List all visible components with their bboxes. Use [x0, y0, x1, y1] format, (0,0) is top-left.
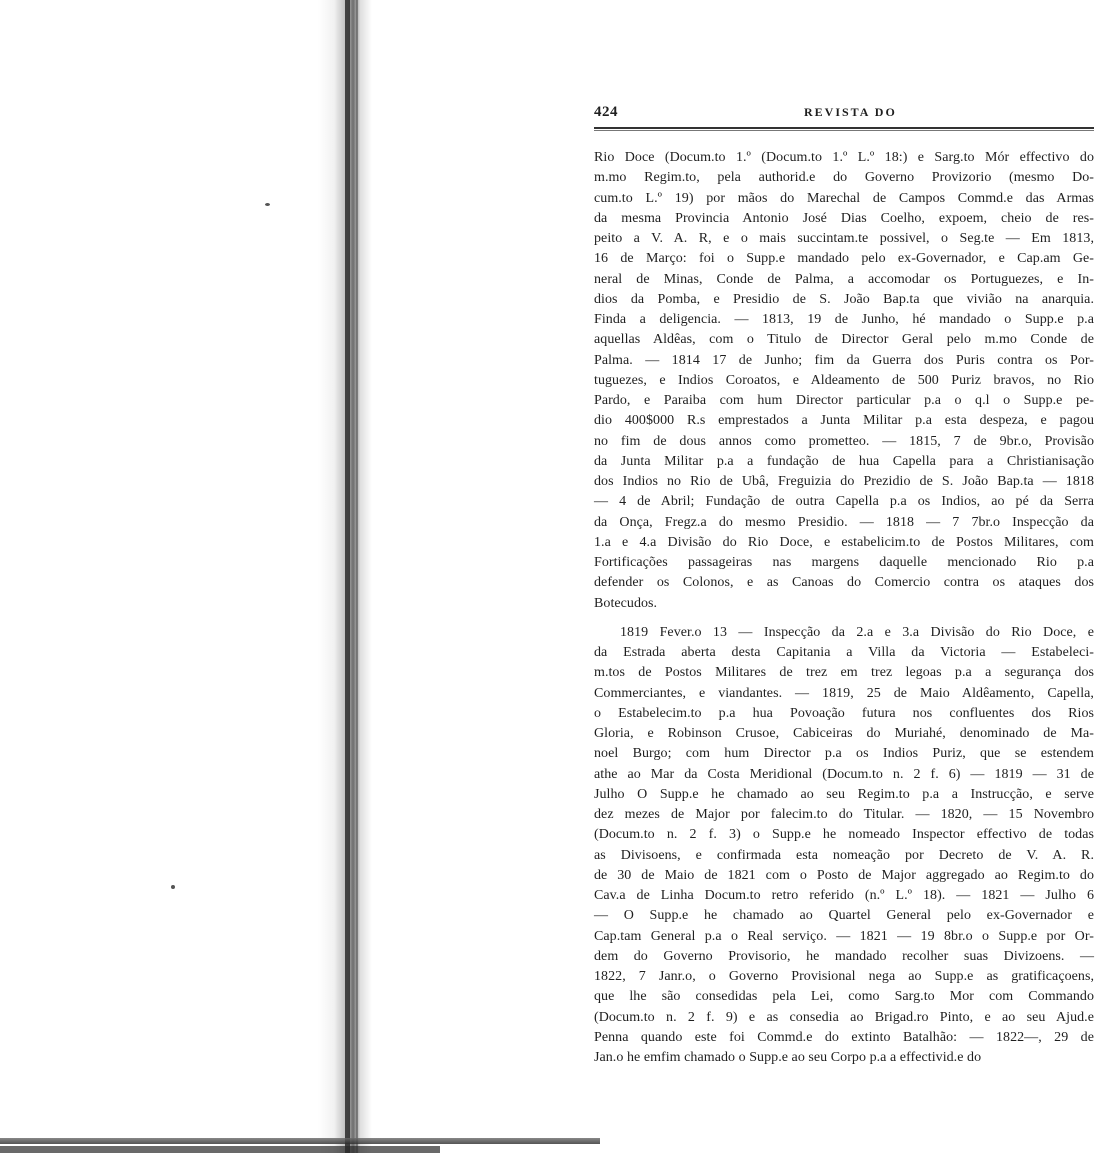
text-line: dios da Pomba, e Presidio de S. João Bap.ta que vivião na anarquia. — [594, 291, 1094, 307]
text-line: Commerciantes, e viandantes. — 1819, 25 de Maio Aldêamento, Capella, — [594, 685, 1094, 701]
text-line: 1819 Fever.o 13 — Inspecção da 2.a e 3.a Divisão do Rio Doce, e — [620, 624, 1094, 640]
text-line: Palma. — 1814 17 de Junho; fim da Guerra dos Puris contra os Por- — [594, 352, 1094, 368]
text-line: as Divisoens, e confirmada esta nomeação por Decreto de V. A. R. — [594, 847, 1094, 863]
text-line: neral de Minas, Conde de Palma, a accomodar os Portuguezes, e In- — [594, 271, 1094, 287]
text-line: da mesma Provincia Antonio José Dias Coelho, expoem, cheio de res- — [594, 210, 1094, 226]
text-line: m.mo Regim.to, pela authorid.e do Governo Provizorio (mesmo Do- — [594, 170, 1094, 186]
text-line: defender os Colonos, e as Canoas do Comercio contra os ataques dos — [594, 575, 1094, 591]
text-line: da Onça, Fregz.a do mesmo Presidio. — 1818 — 7 7br.o Inspecção da — [594, 514, 1094, 530]
text-line: dez mezes de Major por falecim.to do Titular. — 1820, — 15 Novembro — [594, 807, 1094, 822]
text-line: 16 de Março: foi o Supp.e mandado pelo ex-Governador, e Cap.am Ge- — [594, 251, 1094, 267]
text-line: — O Supp.e he chamado ao Quartel General pelo ex-Governador e — [594, 908, 1094, 924]
text-line: Fortificações passageiras nas margens daquelle mencionado Rio p.a — [594, 555, 1094, 570]
text-line: Cap.tam General p.a o Real serviço. — 1821 — 19 8br.o o Supp.e por Or- — [594, 928, 1094, 944]
page-number: 424 — [594, 104, 618, 120]
text-line: Rio Doce (Docum.to 1.º (Docum.to 1.º L.º 18:) e Sarg.to Mór effectivo do — [594, 150, 1094, 165]
text-line: que lhe são consedidas pela Lei, como Sarg.to Mor com Commando — [594, 989, 1094, 1005]
text-line: dem do Governo Provisorio, he mandado recolher suas Divizoens. — — [594, 948, 1094, 964]
text-line: athe ao Mar da Costa Meridional (Docum.to n. 2 f. 6) — 1819 — 31 de — [594, 766, 1094, 782]
text-line: Finda a deligencia. — 1813, 19 de Junho, hé mandado o Supp.e p.a — [594, 312, 1094, 327]
text-line: tuguezes, e Indios Coroatos, e Aldeamento de 500 Puriz bravos, no Rio — [594, 372, 1094, 388]
page-bottom-edge — [0, 1138, 600, 1144]
text-line: Julho O Supp.e he chamado ao seu Regim.to p.a a Instrucção, e serve — [594, 786, 1094, 802]
book-gutter-fold-secondary — [356, 0, 358, 1153]
paragraph — [594, 148, 1094, 614]
text-line: Botecudos. — [594, 595, 658, 611]
text-line: Gloria, e Robinson Crusoe, Cabiceiras do Muriahé, denominado de Ma- — [594, 726, 1094, 741]
text-line: m.tos de Postos Militares de trez em trez legoas p.a a segurança dos — [594, 665, 1094, 681]
text-line: da Estrada aberta desta Capitania a Villa da Victoria — Estabeleci- — [594, 645, 1094, 660]
text-line: no fim de dous annos como prometteo. — 1815, 7 de 9br.o, Provisão — [594, 433, 1094, 449]
text-line: cum.to L.º 19) por mãos do Marechal de Campos Commd.e das Armas — [594, 190, 1094, 206]
text-line: 1822, 7 Janr.o, o Governo Provisional nega ao Supp.e as gratificaçoens, — [594, 969, 1094, 984]
running-title: REVISTA DO — [804, 105, 897, 119]
text-line: (Docum.to n. 2 f. 3) o Supp.e he nomeado Inspector effectivo de todas — [594, 827, 1094, 843]
text-line: Penna quando este foi Commd.e do extinto Batalhão: — 1822—, 29 de — [594, 1029, 1094, 1045]
text-line: Pardo, e Paraiba com hum Director particular p.a o q.l o Supp.e pe- — [594, 393, 1094, 408]
text-line: Jan.o he emfim chamado o Supp.e ao seu Corpo p.a a effectivid.e do — [594, 1050, 982, 1065]
paper-speck — [171, 885, 175, 889]
text-line: (Docum.to n. 2 f. 9) e as consedia ao Brigad.ro Pinto, e ao seu Ajud.e — [594, 1009, 1094, 1025]
text-line: da Junta Militar p.a a fundação de hua Capella para a Christianisação — [594, 453, 1094, 469]
page-header — [594, 104, 1094, 126]
text-line: 1.a e 4.a Divisão do Rio Doce, e estabelicim.to de Postos Militares, com — [594, 534, 1094, 550]
text-line: de 30 de Maio de 1821 com o Posto de Major aggregado ao Regim.to do — [594, 867, 1094, 883]
text-line: aquellas Aldêas, com o Titulo de Director Geral pelo m.mo Conde de — [594, 332, 1094, 348]
text-line: noel Burgo; com hum Director p.a os Indios Puriz, que se estendem — [594, 746, 1094, 762]
text-line: — 4 de Abril; Fundação de outra Capella p.a os Indios, ao pé da Serra — [594, 494, 1094, 510]
text-line: dio 400$000 R.s emprestados a Junta Militar p.a esta despeza, e pagou — [594, 413, 1094, 429]
text-line: peito a V. A. R, e o mais succintam.te possivel, o Seg.te — Em 1813, — [594, 231, 1094, 246]
body-text — [594, 148, 1094, 1068]
paragraph-gap — [594, 614, 1094, 623]
text-line: Cav.a de Linha Docum.to retro referido (n.º L.º 18). — 1821 — Julho 6 — [594, 888, 1094, 903]
book-gutter-fold — [345, 0, 350, 1153]
page-bottom-edge-shadow — [0, 1146, 440, 1153]
text-line: dos Indios no Rio de Ubâ, Freguizia do Prezidio de S. João Bap.ta — 1818 — [594, 474, 1094, 489]
text-line: o Estabelecim.to p.a hua Povoação futura nos confluentes dos Rios — [594, 705, 1094, 721]
header-rule-secondary — [594, 130, 1094, 131]
header-rule — [594, 127, 1094, 129]
paper-speck — [265, 203, 270, 206]
paragraph — [594, 623, 1094, 1069]
